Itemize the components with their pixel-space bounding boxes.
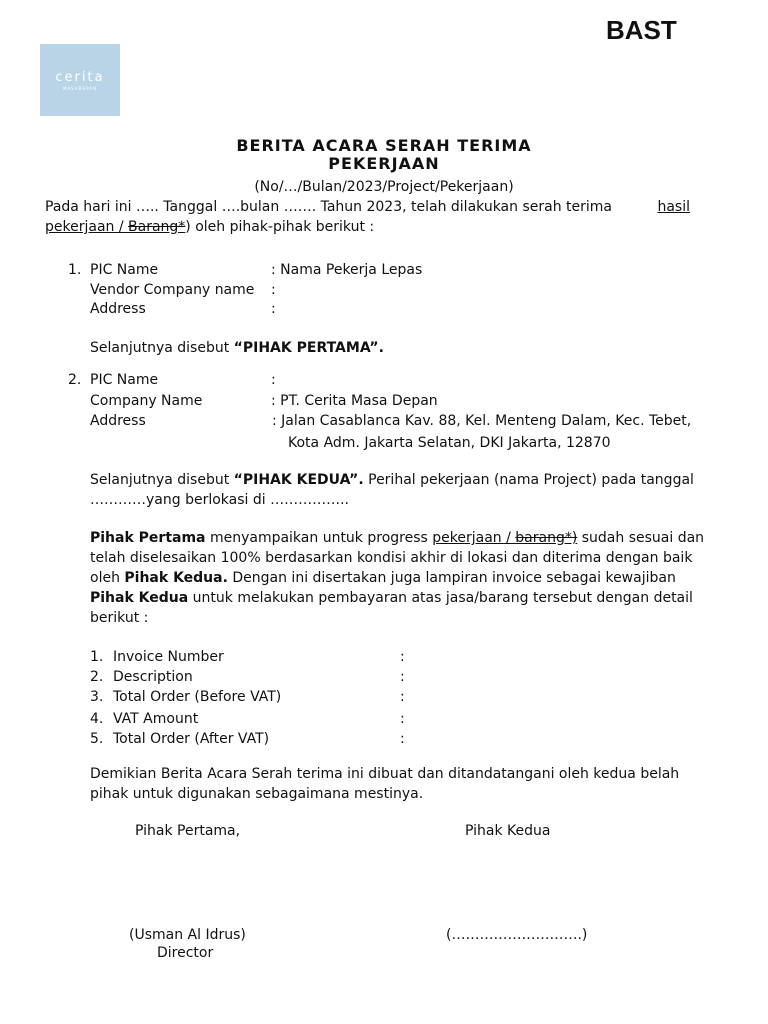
intro-underlined-text: pekerjaan / xyxy=(45,219,129,235)
party2-number: 2. xyxy=(68,372,82,388)
invoice-num-2: 2. xyxy=(90,669,104,685)
invoice-label-4: VAT Amount xyxy=(113,711,199,727)
bold-text: Pihak Kedua xyxy=(90,590,189,606)
closing-line2: pihak untuk digunakan sebagaimana mestinya. xyxy=(90,786,424,802)
party1-number: 1. xyxy=(68,262,82,278)
invoice-num-5: 5. xyxy=(90,731,104,747)
logo-text: cerita xyxy=(55,70,105,85)
party2-designation xyxy=(90,471,694,489)
intro-line1 xyxy=(45,198,690,216)
party1-address-value: : xyxy=(271,301,276,317)
party1-company-label: Vendor Company name xyxy=(90,282,255,298)
body-text: sudah sesuai dan xyxy=(577,530,705,546)
signature-left-role: Director xyxy=(157,945,214,961)
document-code: BAST xyxy=(606,15,677,45)
invoice-num-4: 4. xyxy=(90,711,104,727)
party2-pic-value: : xyxy=(271,372,276,388)
body-text: oleh xyxy=(90,570,125,586)
body-line1 xyxy=(90,529,705,547)
party1-company-value: : xyxy=(271,282,276,298)
body-text: untuk melakukan pembayaran atas jasa/barang tersebut dengan detail xyxy=(188,590,693,606)
invoice-colon-3: : xyxy=(400,689,405,705)
intro-rest: ) oleh pihak-pihak berikut : xyxy=(185,219,375,235)
invoice-label-5: Total Order (After VAT) xyxy=(113,731,270,747)
invoice-num-1: 1. xyxy=(90,649,104,665)
intro-underlined-word: hasil xyxy=(657,199,690,215)
body-line3 xyxy=(90,569,676,587)
party1-pic-value: : Nama Pekerja Lepas xyxy=(271,262,423,278)
document-title-line2: PEKERJAAN xyxy=(328,154,440,173)
party1-address-label: Address xyxy=(90,301,146,317)
invoice-colon-5: : xyxy=(400,731,405,747)
designation-name: “PIHAK KEDUA”. xyxy=(233,472,364,488)
body-line5: berikut : xyxy=(90,610,149,626)
party2-location-line: …………yang berlokasi di …………….. xyxy=(90,492,349,508)
party2-address-value: : Jalan Casablanca Kav. 88, Kel. Menteng Dalam, Kec. Tebet, xyxy=(272,413,692,429)
invoice-num-3: 3. xyxy=(90,689,104,705)
designation-prefix: Selanjutnya disebut xyxy=(90,340,234,356)
signature-right-title: Pihak Kedua xyxy=(465,823,551,839)
invoice-colon-4: : xyxy=(400,711,405,727)
logo-subtext: MASADEPAN xyxy=(62,86,98,91)
document-number: (No/…/Bulan/2023/Project/Pekerjaan) xyxy=(254,179,514,195)
company-logo xyxy=(40,44,120,116)
party2-company-value: : PT. Cerita Masa Depan xyxy=(271,393,438,409)
invoice-label-2: Description xyxy=(113,669,193,685)
intro-text: Pada hari ini ….. Tanggal ….bulan ……. Tahun 2023, telah dilakukan serah terima xyxy=(45,199,612,215)
intro-struck-text: Barang* xyxy=(128,219,186,235)
body-text: Dengan ini disertakan juga lampiran invoice sebagai kewajiban xyxy=(227,570,676,586)
party1-designation xyxy=(90,339,384,357)
underlined-text: pekerjaan / xyxy=(432,530,516,546)
signature-left-title: Pihak Pertama, xyxy=(135,823,241,839)
designation-rest: Perihal pekerjaan (nama Project) pada tanggal xyxy=(363,472,694,488)
invoice-label-3: Total Order (Before VAT) xyxy=(113,689,282,705)
bold-text: Pihak Pertama xyxy=(90,530,206,546)
closing-line1: Demikian Berita Acara Serah terima ini dibuat dan ditandatangani oleh kedua belah xyxy=(90,766,680,782)
signature-left-name: (Usman Al Idrus) xyxy=(129,927,246,943)
struck-text: barang*) xyxy=(515,530,578,546)
body-text: menyampaikan untuk progress xyxy=(205,530,433,546)
party1-pic-label: PIC Name xyxy=(90,262,159,278)
party2-pic-label: PIC Name xyxy=(90,372,159,388)
designation-prefix: Selanjutnya disebut xyxy=(90,472,234,488)
signature-right-name: (……………………….) xyxy=(446,927,588,943)
bold-text: Pihak Kedua. xyxy=(124,570,228,586)
document-title-line1: BERITA ACARA SERAH TERIMA xyxy=(236,136,532,155)
body-line2: telah diselesaikan 100% berdasarkan kondisi akhir di lokasi dan diterima dengan baik xyxy=(90,550,693,566)
party2-company-label: Company Name xyxy=(90,393,203,409)
invoice-label-1: Invoice Number xyxy=(113,649,224,665)
party2-address-label: Address xyxy=(90,413,146,429)
body-line4 xyxy=(90,589,693,607)
intro-line2 xyxy=(45,218,374,236)
invoice-colon-1: : xyxy=(400,649,405,665)
invoice-colon-2: : xyxy=(400,669,405,685)
designation-name: “PIHAK PERTAMA”. xyxy=(233,340,384,356)
party2-address-line2: Kota Adm. Jakarta Selatan, DKI Jakarta, 12870 xyxy=(288,435,611,451)
